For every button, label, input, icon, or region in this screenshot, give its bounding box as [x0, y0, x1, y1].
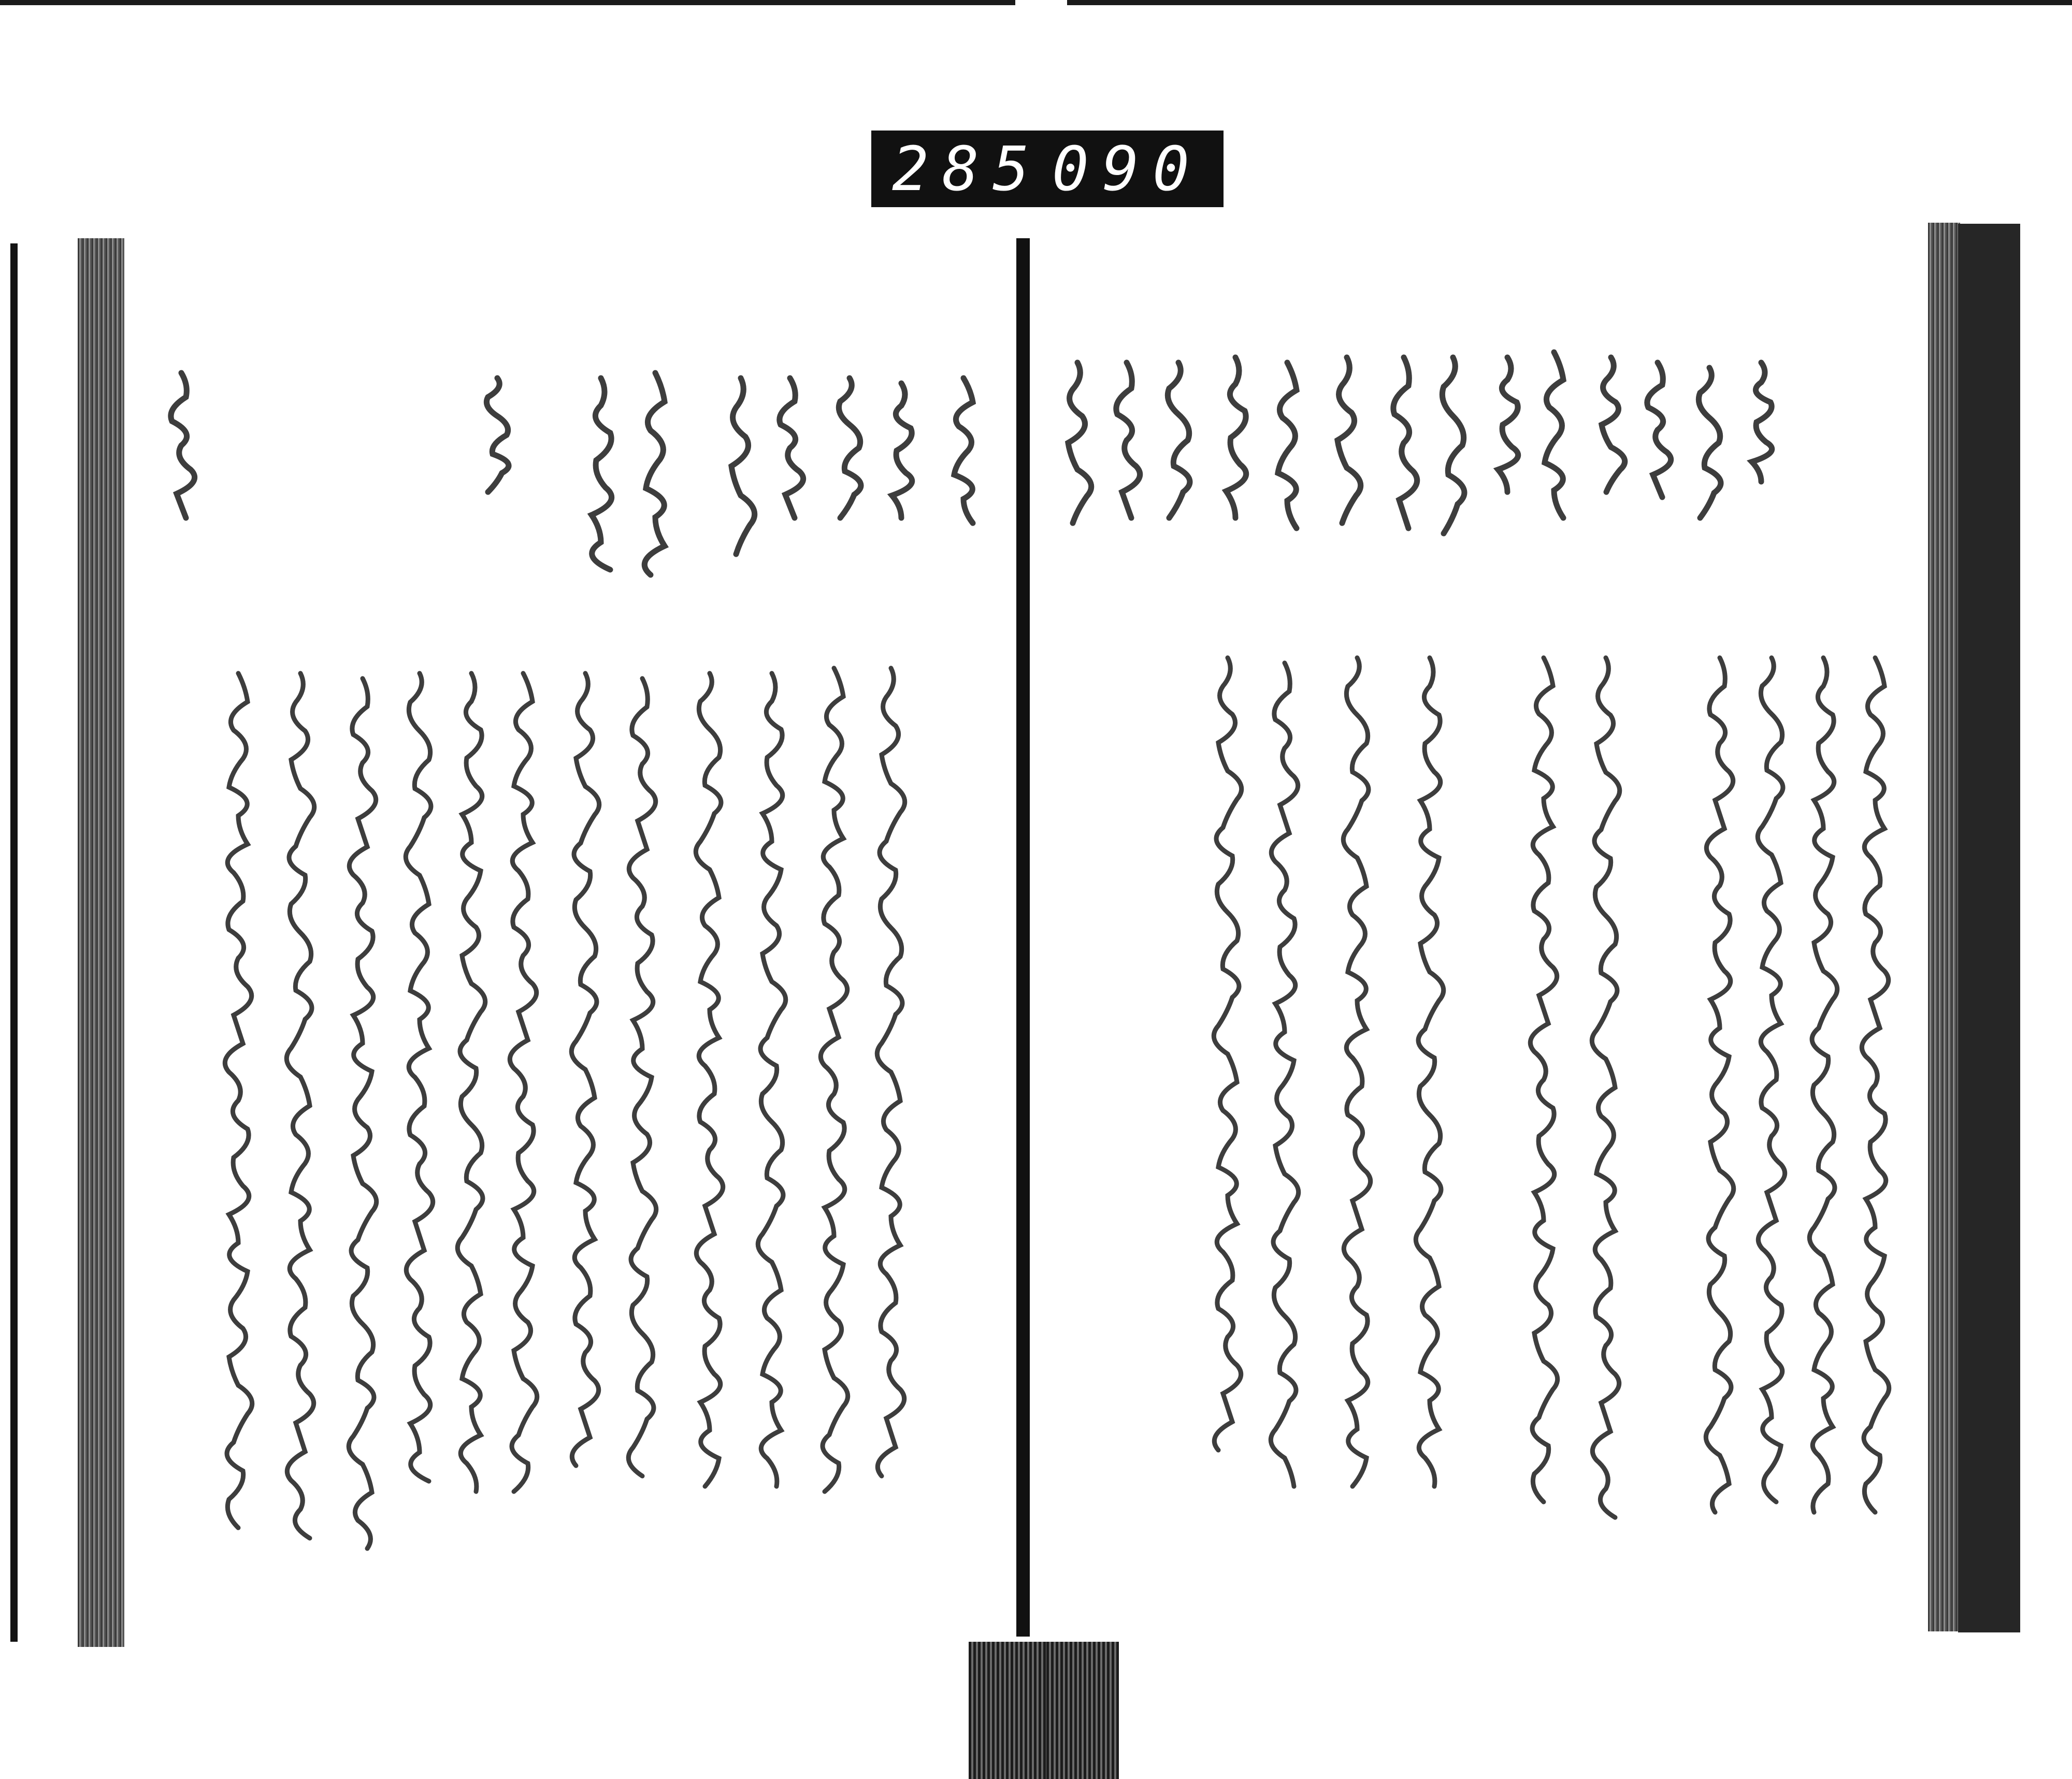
handwritten-column-trace — [406, 673, 433, 1481]
handwritten-column-trace — [1343, 658, 1370, 1486]
handwritten-column-trace — [696, 673, 723, 1486]
handwritten-column-trace — [628, 678, 656, 1476]
handwritten-column-trace — [839, 378, 861, 518]
handwritten-column-trace — [780, 378, 803, 518]
handwritten-column-trace — [1271, 663, 1298, 1486]
handwritten-column-trace — [1393, 357, 1417, 528]
handwritten-column-trace — [1498, 357, 1518, 492]
handwritten-column-trace — [821, 668, 847, 1492]
handwritten-column-trace — [592, 378, 612, 570]
handwritten-column-trace — [892, 383, 912, 518]
handwritten-column-trace — [1602, 357, 1625, 492]
handwritten-column-trace — [1214, 658, 1241, 1450]
handwritten-column-trace — [510, 673, 537, 1492]
handwritten-column-trace — [758, 673, 785, 1486]
handwritten-column-trace — [1545, 352, 1563, 518]
handwritten-column-trace — [877, 668, 904, 1476]
handwritten-column-trace — [571, 673, 599, 1466]
handwritten-column-trace — [1168, 363, 1190, 518]
frame-number: 090 — [1052, 133, 1203, 205]
handwritten-column-trace — [1592, 658, 1619, 1517]
handwritten-column-trace — [1442, 357, 1464, 533]
handwritten-column-trace — [1278, 363, 1297, 528]
handwritten-column-trace — [1416, 658, 1443, 1486]
handwritten-column-trace — [225, 673, 252, 1528]
handwritten-column-trace — [1337, 357, 1361, 523]
handwritten-column-trace — [349, 678, 376, 1549]
handwritten-column-trace — [286, 673, 314, 1538]
handwritten-column-trace — [1862, 658, 1889, 1512]
handwritten-column-trace — [644, 373, 665, 575]
handwritten-column-trace — [171, 373, 195, 518]
handwritten-column-trace — [1752, 363, 1772, 482]
handwritten-column-trace — [954, 378, 973, 523]
handwritten-column-trace — [1116, 363, 1140, 518]
handwritten-column-trace — [1068, 363, 1091, 523]
handwritten-column-trace — [1699, 368, 1721, 518]
handwritten-column-trace — [1809, 658, 1837, 1512]
handwritten-column-trace — [731, 378, 755, 554]
handwritten-column-trace — [457, 673, 485, 1492]
handwritten-column-trace — [1530, 658, 1557, 1502]
handwritten-column-trace — [1758, 658, 1785, 1502]
reel-number: 285 — [892, 133, 1043, 205]
handwritten-column-trace — [486, 378, 509, 492]
handwritten-column-trace — [1647, 363, 1671, 497]
handwritten-column-trace — [1706, 658, 1733, 1512]
handwritten-column-trace — [1226, 357, 1246, 518]
